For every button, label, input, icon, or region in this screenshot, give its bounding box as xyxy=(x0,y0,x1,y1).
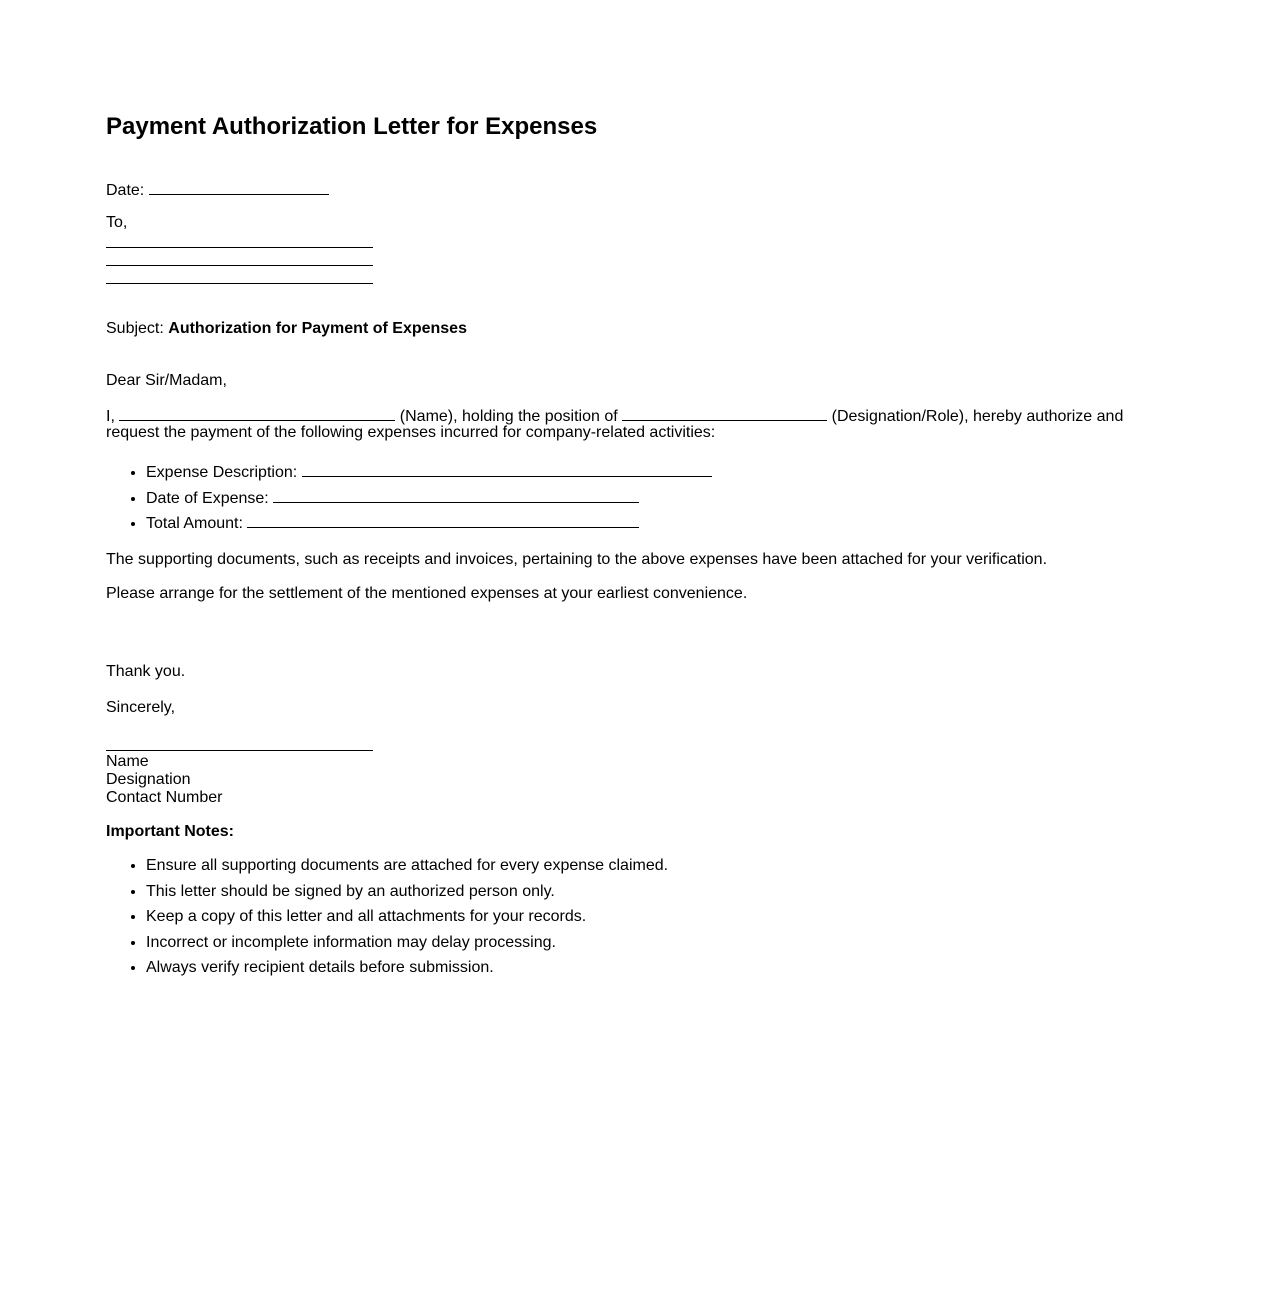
list-item xyxy=(146,488,712,514)
signature-name: Name xyxy=(106,753,149,770)
notes-heading-text: Important Notes: xyxy=(106,823,234,840)
recipient-line-2 xyxy=(106,265,373,266)
subject-label: Subject: xyxy=(106,320,164,337)
subject-line xyxy=(106,320,467,338)
intro-line xyxy=(106,406,1123,426)
total-amount-blank xyxy=(247,513,639,528)
important-notes-list xyxy=(106,857,668,985)
notes-heading xyxy=(106,823,234,841)
settlement-request-text: Please arrange for the settlement of the mentioned expenses at your earliest convenience. xyxy=(106,585,748,602)
signature-designation: Designation xyxy=(106,771,191,788)
signature-line xyxy=(106,750,373,751)
name-blank xyxy=(119,406,395,421)
list-item: • Always verify recipient details before submission. xyxy=(146,959,668,985)
name-suffix: (Name), holding the position of xyxy=(399,408,618,425)
thanks-text: Thank you. xyxy=(106,663,186,680)
list-item: • This letter should be signed by an authorized person only. xyxy=(146,883,668,909)
recipient-line-3 xyxy=(106,283,373,284)
intro-prefix: I, xyxy=(106,408,115,425)
expense-description-blank xyxy=(302,462,712,477)
role-suffix: (Designation/Role), hereby authorize and xyxy=(831,408,1124,425)
closing-text: Sincerely, xyxy=(106,699,176,716)
subject-text: Authorization for Payment of Expenses xyxy=(168,320,467,337)
expense-date-label: Date of Expense: xyxy=(146,489,269,507)
page-title: Payment Authorization Letter for Expenses xyxy=(106,113,598,140)
intro-continuation: request the payment of the following expenses incurred for company-related activities: xyxy=(106,424,716,441)
list-item: • Keep a copy of this letter and all attachments for your records. xyxy=(146,908,668,934)
date-line xyxy=(106,180,329,200)
total-amount-label: Total Amount: xyxy=(146,515,243,532)
expense-description-label: Expense Description: xyxy=(146,464,298,481)
role-blank xyxy=(622,406,827,421)
list-item: • Ensure all supporting documents are attached for every expense claimed. xyxy=(146,857,668,883)
to-label: To, xyxy=(106,214,128,231)
signature-contact: Contact Number xyxy=(106,789,223,806)
salutation: Dear Sir/Madam, xyxy=(106,372,227,389)
expense-fields-list xyxy=(106,462,712,539)
recipient-line-1 xyxy=(106,247,373,248)
list-item xyxy=(146,462,712,488)
list-item xyxy=(146,513,712,539)
list-item: • Incorrect or incomplete information may delay processing. xyxy=(146,934,668,960)
expense-date-blank xyxy=(273,488,639,503)
date-blank xyxy=(149,180,329,195)
supporting-docs-text: The supporting documents, such as receipts and invoices, pertaining to the above expenses have been attached for your verification. xyxy=(106,551,1048,568)
date-label: Date: xyxy=(106,182,145,199)
